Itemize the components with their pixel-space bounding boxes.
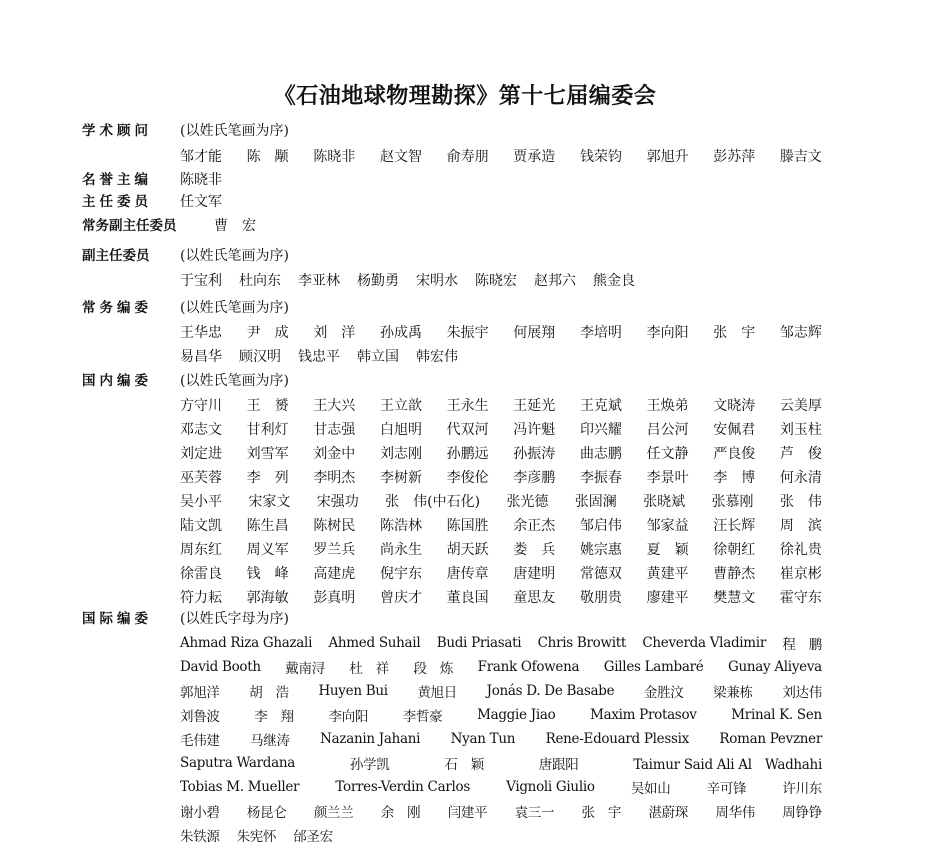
member-name: 韩宏伟 [416,349,458,365]
member-name: Gilles Lambaré [603,659,704,675]
member-name: 孙成禹 [379,325,422,341]
member-name: 周东红 [180,542,222,558]
member-name: David Booth [180,659,261,675]
section-label-honorary-editor: 名誉主编 [82,172,152,188]
member-name: 曲志鹏 [579,446,622,462]
honorary-editor-name: 陈晓非 [180,172,222,188]
member-name: 陈晓宏 [475,273,517,289]
member-name: 娄 兵 [513,542,556,558]
member-name: 孙鹏远 [446,446,489,462]
member-name: Rene-Edouard Plessix [545,731,689,747]
member-name: 代双河 [446,422,489,438]
member-name: 杜向东 [239,273,281,289]
member-name: 尚永生 [379,542,422,558]
member-name: 黄建平 [646,566,689,582]
member-name: 王立歆 [379,398,422,414]
member-name: 陈国胜 [446,518,489,534]
member-name: 王克斌 [579,398,622,414]
name-row [180,631,822,655]
member-name: 高建虎 [313,566,356,582]
name-row [180,144,822,168]
member-name: 符力耘 [180,590,222,606]
member-name: Ahmad Riza Ghazali [180,635,313,651]
member-name: 童思友 [513,590,556,606]
name-row [180,268,822,292]
member-name: 云美厚 [779,398,822,414]
member-name: 湛蔚琛 [648,805,689,821]
member-name: 吕公河 [646,422,689,438]
member-name: 崔京彬 [779,566,822,582]
section-note-domestic-editors: (以姓氏笔画为序) [180,373,289,389]
section-note-advisors: (以姓氏笔画为序) [180,123,289,139]
member-name: 王焕弟 [646,398,689,414]
section-note-standing-editors: (以姓氏笔画为序) [180,300,289,316]
member-name: Chris Browitt [537,635,626,651]
member-name: 李哲豪 [402,709,443,725]
member-name: 毛伟建 [180,733,220,749]
member-name: 张光德 [506,494,549,510]
member-name: 罗兰兵 [313,542,356,558]
advisors-list [180,144,822,168]
section-label-advisors: 学术顾问 [82,123,152,139]
member-name: 樊慧文 [713,590,756,606]
member-name: 彭苏萍 [713,149,756,165]
member-name: 霍守东 [779,590,822,606]
standing-editors-list [180,320,822,368]
name-row [180,823,822,847]
member-name: 周铮铮 [782,805,822,821]
member-name: 熊金良 [593,273,635,289]
member-name: Taimur Said Ali Al Wadhahi [633,757,822,773]
member-name: Huyen Bui [318,683,388,699]
member-name: 李 翔 [254,709,294,725]
name-row [180,585,822,609]
member-name: 邹志辉 [779,325,822,341]
member-name: 李振春 [579,470,622,486]
member-name: 许川东 [782,781,822,797]
name-row [180,561,822,585]
section-label-domestic-editors: 国内编委 [82,373,152,389]
section-note-vice-directors: (以姓氏笔画为序) [180,248,289,264]
member-name: 陈浩林 [379,518,422,534]
member-name: 张慕刚 [711,494,754,510]
name-row [180,489,822,513]
section-label-vice-directors: 副主任委员 [82,248,150,264]
member-name: 钱忠平 [298,349,340,365]
member-name: 李俊伦 [446,470,489,486]
member-name: 顾汉明 [239,349,281,365]
member-name: 余 刚 [380,805,421,821]
member-name: 宋家文 [248,494,291,510]
member-name: 刘定进 [180,446,222,462]
member-name: 李向阳 [646,325,689,341]
member-name: 印兴耀 [579,422,622,438]
member-name: 黄旭日 [417,685,457,701]
member-name: 梁兼栋 [713,685,753,701]
member-name: Nazanin Jahani [320,731,421,747]
member-name: 谢小碧 [180,805,220,821]
member-name: 贾承造 [513,149,556,165]
section-label-international-editors: 国际编委 [82,611,152,627]
member-name: 夏 颖 [646,542,689,558]
member-name: 李彦鹏 [513,470,556,486]
name-row [180,537,822,561]
member-name: 李向阳 [328,709,369,725]
name-row [180,344,822,368]
member-name: 吴小平 [180,494,222,510]
member-name: 刘志刚 [379,446,422,462]
member-name: 何展翔 [513,325,556,341]
member-name: Maxim Protasov [590,707,697,723]
member-name: Roman Pevzner [719,731,822,747]
member-name: 陈晓非 [313,149,356,165]
name-row [180,465,822,489]
section-label-executive-vice-director: 常务副主任委员 [82,218,177,234]
member-name: 汪长辉 [713,518,756,534]
member-name: 刘玉柱 [779,422,822,438]
section-label-standing-editors: 常务编委 [82,300,152,316]
member-name: 曾庆才 [379,590,422,606]
member-name: 唐跟阳 [538,757,579,773]
member-name: 姚宗惠 [579,542,622,558]
member-name: 甘利灯 [246,422,289,438]
member-name: Budi Priasati [436,635,522,651]
member-name: Torres-Verdin Carlos [335,779,470,795]
member-name: 任文静 [646,446,689,462]
member-name: 金胜汶 [643,685,684,701]
member-name: 李景叶 [646,470,689,486]
member-name: 李 博 [713,470,756,486]
member-name: 段 炼 [413,661,454,677]
member-name: 郭旭升 [646,149,689,165]
member-name: 杨昆仑 [246,805,287,821]
member-name: 刘金中 [313,446,356,462]
member-name: 杨勤勇 [357,273,399,289]
member-name: 孙振涛 [513,446,556,462]
section-note-international-editors: (以姓氏字母为序) [180,611,289,627]
name-row [180,751,822,775]
member-name: Nyan Tun [450,731,516,747]
member-name: 陈树民 [313,518,356,534]
member-name: 王延光 [513,398,556,414]
member-name: 刘雪军 [246,446,289,462]
name-row [180,703,822,727]
member-name: 常德双 [579,566,622,582]
member-name: Frank Ofowena [477,659,580,675]
member-name: 滕吉文 [779,149,822,165]
name-row [180,441,822,465]
member-name: 曹静杰 [713,566,756,582]
member-name: 刘达伟 [782,685,822,701]
domestic-editors-list [180,393,822,609]
member-name: 倪宇东 [379,566,422,582]
name-row [180,679,822,703]
member-name: 陆文凯 [180,518,222,534]
member-name: Cheverda Vladimir [642,635,766,651]
member-name: 辛可锋 [706,781,747,797]
member-name: 芦 俊 [779,446,822,462]
name-row [180,727,822,751]
member-name: 李 列 [246,470,289,486]
member-name: 白旭明 [379,422,422,438]
member-name: 程 鹏 [782,637,822,653]
member-name: 韩立国 [357,349,399,365]
executive-vice-director-name: 曹 宏 [214,218,256,234]
member-name: Maggie Jiao [477,707,556,723]
member-name: 严良俊 [713,446,756,462]
member-name: 周华伟 [715,805,755,821]
member-name: 吴如山 [630,781,671,797]
member-name: 张 伟(中石化) [385,494,481,510]
member-name: 李树新 [379,470,422,486]
member-name: 杜 祥 [349,661,389,677]
member-name: 彭真明 [313,590,356,606]
member-name: 邹才能 [180,149,222,165]
member-name: 王华忠 [180,325,222,341]
member-name: 冯许魁 [513,422,556,438]
international-editors-list [180,631,822,847]
member-name: 巫芙蓉 [180,470,222,486]
member-name: 石 颖 [444,757,484,773]
member-name: 颜兰兰 [313,805,354,821]
member-name: 方守川 [180,398,222,414]
member-name: 刘 洋 [313,325,356,341]
member-name: 甘志强 [313,422,356,438]
page-title: 《石油地球物理勘探》第十七届编委会 [273,83,657,109]
member-name: Tobias M. Mueller [180,779,300,795]
member-name: Jonás D. De Basabe [486,683,615,699]
member-name: 张 伟 [779,494,822,510]
vice-directors-list [180,268,822,292]
name-row [180,775,822,799]
member-name: 张晓斌 [643,494,686,510]
member-name: Mrinal K. Sen [731,707,822,723]
member-name: 张 宇 [581,805,622,821]
name-row [180,417,822,441]
name-row [180,799,822,823]
member-name: Vignoli Giulio [506,779,595,795]
member-name: 尹 成 [246,325,289,341]
section-label-director: 主任委员 [82,194,152,210]
member-name: 宋明水 [416,273,458,289]
member-name: 易昌华 [180,349,222,365]
member-name: 朱振宇 [446,325,489,341]
name-row [180,320,822,344]
member-name: 胡 浩 [249,685,289,701]
member-name: Saputra Wardana [180,755,295,771]
member-name: 周义军 [246,542,289,558]
member-name: 廖建平 [646,590,689,606]
member-name: 赵邦六 [534,273,576,289]
member-name: 邓志文 [180,422,222,438]
member-name: 敬朋贵 [579,590,622,606]
member-name: 徐朝红 [713,542,756,558]
member-name: 胡天跃 [446,542,489,558]
member-name: 徐雷良 [180,566,222,582]
member-name: 孙学凯 [349,757,390,773]
member-name: 周 滨 [779,518,822,534]
member-name: 文晓涛 [713,398,756,414]
member-name: 王永生 [446,398,489,414]
member-name: 袁三一 [514,805,555,821]
member-name: 朱宪怀 [236,829,277,845]
member-name: 钱荣钧 [579,149,622,165]
member-name: 董良国 [446,590,489,606]
member-name: 刘鲁波 [180,709,220,725]
name-row [180,393,822,417]
member-name: 何永清 [779,470,822,486]
member-name: 徐礼贵 [779,542,822,558]
member-name: 唐传章 [446,566,489,582]
member-name: 闫建平 [447,805,488,821]
member-name: 邹启伟 [579,518,622,534]
director-name: 任文军 [180,194,222,210]
member-name: 钱 峰 [246,566,289,582]
member-name: 李培明 [579,325,622,341]
member-name: 朱铁源 [180,829,220,845]
member-name: 唐建明 [513,566,556,582]
name-row [180,655,822,679]
member-name: 于宝利 [180,273,222,289]
name-row [180,513,822,537]
member-name: 戴南浔 [285,661,325,677]
member-name: 郭旭洋 [180,685,220,701]
member-name: 赵文智 [379,149,422,165]
member-name: 马继涛 [250,733,290,749]
member-name: 俞寿朋 [446,149,489,165]
member-name: 王大兴 [313,398,356,414]
member-name: 余正杰 [513,518,556,534]
member-name: 陈 颙 [246,149,289,165]
member-name: 张 宇 [713,325,756,341]
member-name: 李明杰 [313,470,356,486]
member-name: 宋强功 [316,494,359,510]
member-name: 张固澜 [574,494,617,510]
member-name: 邰圣宏 [293,829,333,845]
member-name: 邹家益 [646,518,689,534]
member-name: 安佩君 [713,422,756,438]
member-name: 王 赟 [246,398,289,414]
member-name: 陈生昌 [246,518,289,534]
member-name: Gunay Aliyeva [728,659,822,675]
member-name: Ahmed Suhail [328,635,421,651]
member-name: 李亚林 [298,273,340,289]
member-name: 郭海敏 [246,590,289,606]
